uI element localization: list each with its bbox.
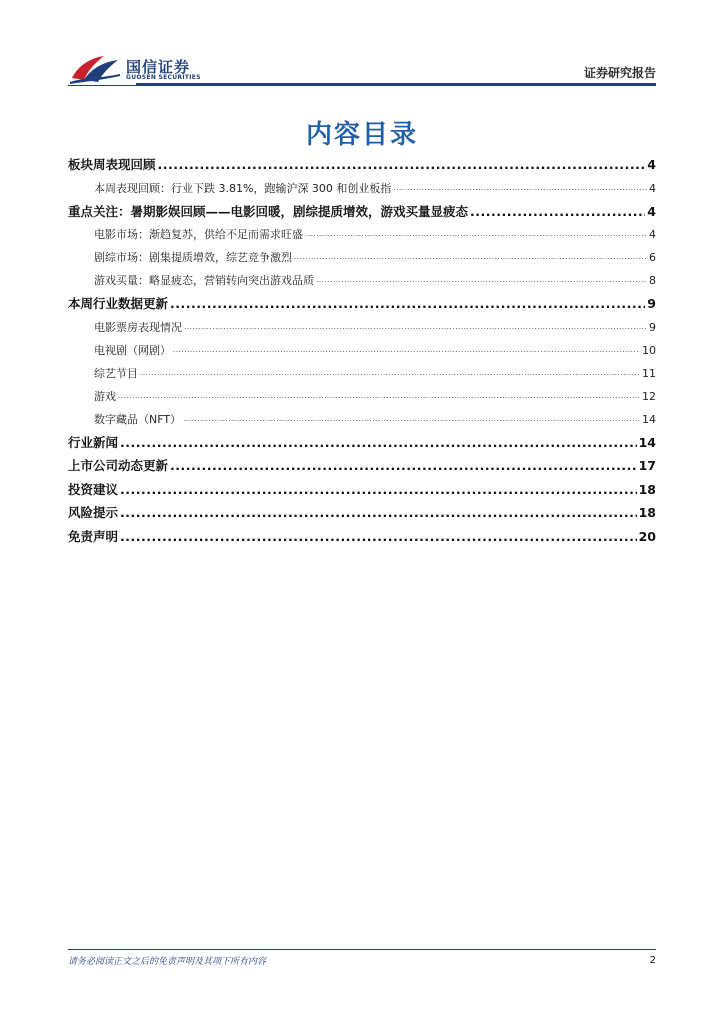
- toc-entry-section[interactable]: [68, 454, 656, 478]
- toc-leader-dots: [184, 316, 647, 339]
- toc-entry-label: 板块周表现回顾: [68, 157, 156, 172]
- toc-entry-label: 电视剧（网剧）: [94, 343, 171, 357]
- toc-entry-subsection[interactable]: [68, 246, 656, 269]
- toc-entry-subsection[interactable]: [68, 408, 656, 431]
- toc-entry-page: 20: [638, 528, 656, 544]
- toc-entry-page: 4: [647, 203, 656, 219]
- toc-entry-page: 8: [649, 274, 656, 287]
- toc-entry-label: 重点关注：暑期影娱回顾——电影回暖，剧综提质增效，游戏买量显疲态: [68, 203, 469, 219]
- toc-entry-label: 行业新闻: [68, 434, 119, 450]
- toc-leader-dots: [183, 408, 640, 431]
- page-header: [68, 50, 656, 86]
- toc-entry-label: 电影票房表现情况: [94, 320, 182, 334]
- toc-entry-page: 10: [642, 343, 656, 357]
- brand-name-en: GUOSEN SECURITIES: [126, 74, 201, 81]
- toc-entry-subsection[interactable]: [68, 223, 656, 246]
- toc-entry-section[interactable]: [68, 431, 656, 455]
- toc-leader-dots: [120, 501, 637, 525]
- toc-entry-page: 9: [649, 320, 656, 334]
- toc-entry-label: 本周表现回顾：行业下跌 3.81%，跑输沪深 300 和创业板指: [94, 181, 392, 195]
- toc-entry-section[interactable]: [68, 153, 656, 177]
- brand-name-cn: 国信证券: [126, 58, 191, 76]
- toc-entry-label: 剧综市场：剧集提质增效，综艺竞争激烈: [94, 251, 292, 264]
- toc-leader-dots: [173, 339, 640, 362]
- toc-entry-label: 本周行业数据更新: [68, 296, 169, 311]
- toc-entry-page: 4: [649, 181, 656, 195]
- toc-entry-label: 上市公司动态更新: [68, 458, 169, 473]
- toc-leader-dots: [170, 454, 637, 478]
- toc-entry-page: 4: [649, 228, 656, 241]
- toc-entry-label: 电影市场：渐趋复苏，供给不足而需求旺盛: [94, 228, 303, 241]
- toc-leader-dots: [158, 153, 646, 177]
- guosen-logo-icon: [68, 52, 122, 84]
- toc-entry-label: 免责声明: [68, 528, 119, 544]
- toc-entry-page: 12: [642, 389, 656, 403]
- toc-entry-subsection[interactable]: [68, 177, 656, 200]
- toc-leader-dots: [120, 431, 637, 455]
- toc-entry-subsection[interactable]: [68, 269, 656, 292]
- toc-leader-dots: [316, 269, 647, 292]
- toc-title: 内容目录: [305, 120, 418, 150]
- toc-entry-label: 综艺节目: [94, 366, 138, 380]
- toc-entry-page: 18: [638, 481, 656, 497]
- toc-leader-dots: [140, 362, 640, 385]
- footer-divider: [68, 949, 656, 950]
- toc-entry-page: 6: [649, 251, 656, 264]
- toc-entry-label: 游戏买量：略显疲态，营销转向突出游戏品质: [94, 274, 314, 287]
- toc-entry-page: 14: [642, 412, 656, 426]
- header-divider-thin: [68, 85, 656, 86]
- toc-entry-page: 11: [642, 366, 656, 380]
- toc-entry-label: 游戏: [94, 389, 116, 403]
- toc-entry-page: 14: [638, 434, 656, 450]
- toc-leader-dots: [393, 177, 647, 200]
- toc-entry-subsection[interactable]: [68, 316, 656, 339]
- toc-entry-section[interactable]: [68, 501, 656, 525]
- toc-entry-subsection[interactable]: [68, 362, 656, 385]
- toc-leader-dots: [170, 292, 645, 316]
- toc-entry-section[interactable]: [68, 292, 656, 316]
- toc-entry-page: 17: [638, 458, 656, 473]
- page-number: 2: [649, 955, 656, 966]
- disclaimer-note: 请务必阅读正文之后的免责声明及其项下所有内容: [68, 957, 267, 967]
- toc-entry-section[interactable]: [68, 200, 656, 224]
- toc-entry-subsection[interactable]: [68, 385, 656, 408]
- toc-entry-label: 数字藏品（NFT）: [94, 412, 182, 426]
- toc-entry-label: 投资建议: [68, 481, 119, 497]
- toc-entry-section[interactable]: [68, 525, 656, 549]
- toc-leader-dots: [120, 478, 637, 502]
- toc-entry-page: 18: [638, 505, 656, 520]
- toc-entry-page: 9: [647, 296, 656, 311]
- toc-entry-page: 4: [647, 157, 656, 172]
- toc-leader-dots: [305, 223, 647, 246]
- toc-entry-subsection[interactable]: [68, 339, 656, 362]
- toc-leader-dots: [120, 525, 637, 549]
- toc-entry-label: 风险提示: [68, 505, 119, 520]
- toc-leader-dots: [470, 200, 645, 224]
- toc-leader-dots: [118, 385, 640, 408]
- toc-leader-dots: [294, 246, 647, 269]
- table-of-contents: [68, 153, 656, 548]
- toc-entry-section[interactable]: [68, 478, 656, 502]
- report-type-label: 证券研究报告: [583, 66, 656, 80]
